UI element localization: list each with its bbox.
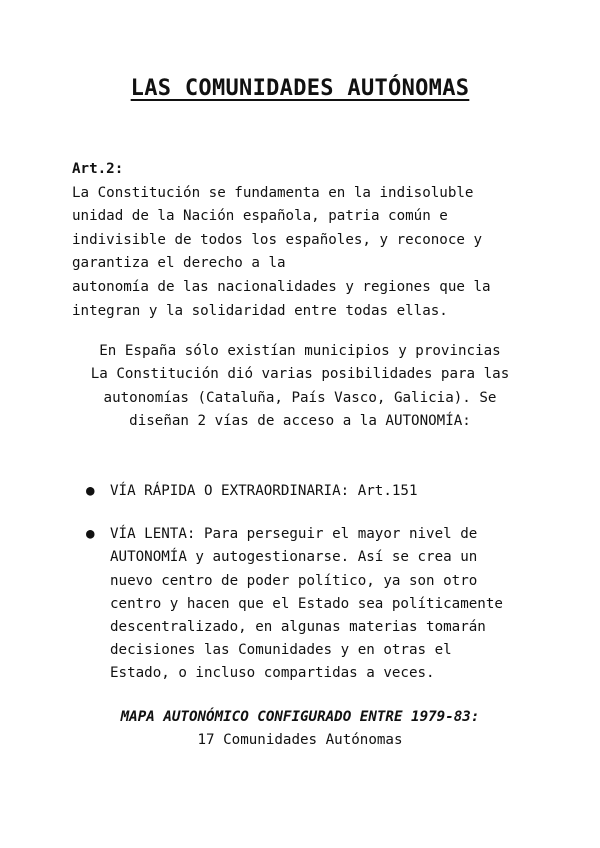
article-line: autonomía de las nacionalidades y regiones que la — [72, 278, 491, 295]
list-item-line: decisiones las Comunidades y en otras el — [110, 642, 452, 659]
intro-paragraph — [40, 340, 560, 434]
intro-line: diseñan 2 vías de acceso a la AUTONOMÍA: — [129, 413, 471, 430]
intro-line: La Constitución dió varias posibilidades para las — [90, 366, 510, 383]
bullet-icon: ● — [86, 483, 95, 499]
article-line: integran y la solidaridad entre todas ellas. — [72, 302, 448, 319]
article-line: La Constitución se fundamenta en la indisoluble — [72, 184, 474, 201]
page-title: LAS COMUNIDADES AUTÓNOMAS — [130, 76, 470, 101]
list-item-line: AUTONOMÍA y autogestionarse. Así se crea un — [110, 549, 478, 566]
map-summary — [0, 706, 600, 752]
list-item-via-rapida — [86, 480, 546, 503]
article-line: indivisible de todos los españoles, y reconoce y — [72, 231, 482, 248]
list-item-line: nuevo centro de poder político, ya son otro — [110, 572, 478, 589]
map-heading: MAPA AUTONÓMICO CONFIGURADO ENTRE 1979-83: — [120, 709, 480, 725]
article-label: Art.2: — [72, 161, 124, 177]
list-item-line: Estado, o incluso compartidas a veces. — [110, 665, 435, 682]
list-item-line: VÍA LENTA: Para perseguir el mayor nivel de — [110, 526, 478, 543]
list-item-line: descentralizado, en algunas materias tomarán — [110, 619, 486, 636]
article-line: garantiza el derecho a la — [72, 255, 286, 272]
intro-line: autonomías (Cataluña, País Vasco, Galicia). Se — [103, 389, 497, 406]
map-count: 17 Comunidades Autónomas — [197, 732, 403, 748]
list-item-via-lenta — [86, 523, 546, 685]
list-item-line: VÍA RÁPIDA O EXTRAORDINARIA: Art.151 — [110, 483, 418, 499]
article-line: unidad de la Nación española, patria común e — [72, 208, 448, 225]
list-item-line: centro y hacen que el Estado sea políticamente — [110, 595, 503, 612]
intro-line: En España sólo existían municipios y provincias — [99, 343, 501, 359]
article-section — [72, 158, 542, 323]
bullet-icon: ● — [86, 526, 95, 543]
access-routes-list — [86, 480, 546, 686]
